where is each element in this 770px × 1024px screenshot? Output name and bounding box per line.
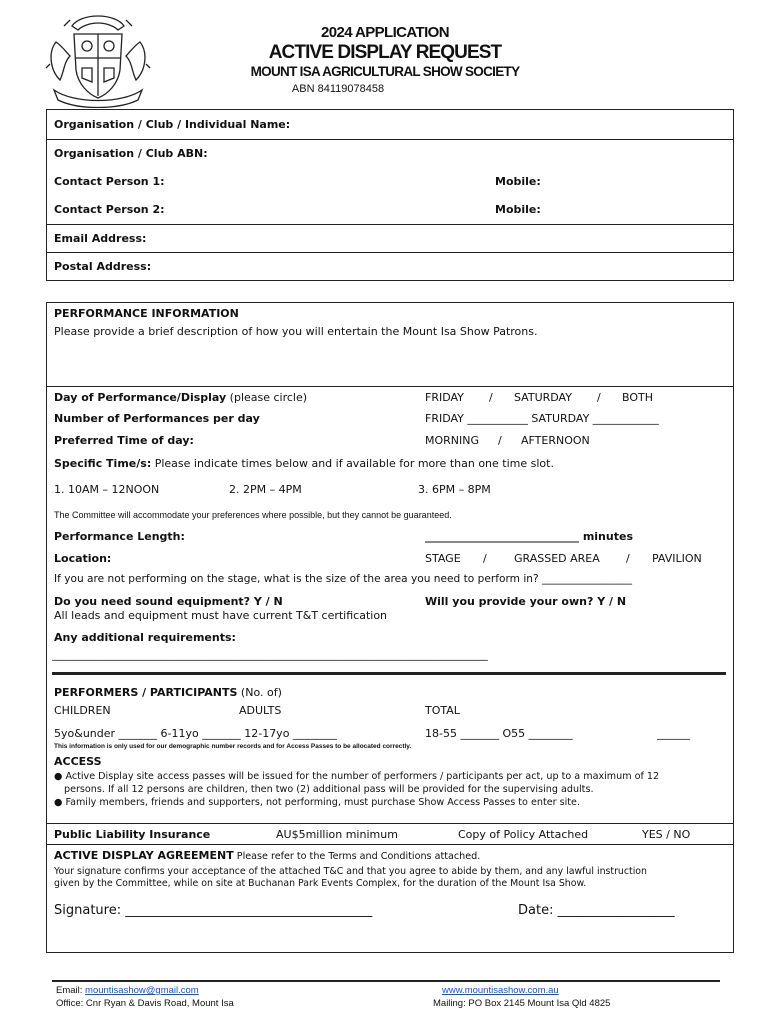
performance-length-field[interactable]: ____________________________ minutes: [425, 530, 633, 543]
sound-equipment-note: All leads and equipment must have current T&T certification: [54, 609, 388, 622]
children-column-label: CHILDREN: [54, 704, 111, 717]
area-size-question[interactable]: If you are not performing on the stage, what is the size of the area you need to perform in? _________________: [54, 573, 633, 585]
performance-heading: PERFORMANCE INFORMATION: [54, 307, 239, 320]
access-bullet-2: ● Family members, friends and supporters, not performing, must purchase Show Access Passes to enter site.: [54, 797, 580, 808]
agreement-text-2: given by the Committee, while on site at Buchanan Park Events Complex, for the duration of the Mount Isa Show.: [54, 878, 587, 889]
email-link[interactable]: mountisashow@gmail.com: [85, 985, 199, 996]
org-name-field[interactable]: Organisation / Club / Individual Name:: [54, 118, 291, 131]
date-field[interactable]: Date: __________________: [518, 903, 675, 918]
day-saturday-option[interactable]: SATURDAY: [514, 391, 572, 404]
access-heading: ACCESS: [54, 755, 102, 768]
contact-person-1-field[interactable]: Contact Person 1:: [54, 175, 165, 188]
committee-note: The Committee will accommodate your preferences where possible, but they cannot be guaranteed.: [54, 510, 452, 520]
provide-own-question[interactable]: Will you provide your own? Y / N: [425, 595, 627, 608]
section-divider: [52, 672, 726, 675]
separator: /: [489, 391, 493, 404]
total-field[interactable]: ______: [657, 727, 690, 740]
sound-equipment-question[interactable]: Do you need sound equipment? Y / N: [54, 595, 283, 608]
footer-office-address: Office: Cnr Ryan & Davis Road, Mount Isa: [56, 998, 234, 1009]
time-slot-1[interactable]: 1. 10AM – 12NOON: [54, 483, 160, 496]
children-age-fields[interactable]: 5yo&under _______ 6-11yo _______ 12-17yo ________: [54, 727, 337, 740]
divider: [46, 386, 734, 387]
mobile-2-field[interactable]: Mobile:: [495, 203, 541, 216]
additional-requirements-field[interactable]: ___________________________________________________________________________________: [52, 649, 488, 661]
divider: [46, 139, 734, 140]
society-name: MOUNT ISA AGRICULTURAL SHOW SOCIETY: [250, 64, 520, 79]
additional-requirements-label: Any additional requirements:: [54, 631, 236, 644]
adults-column-label: ADULTS: [239, 704, 282, 717]
preferred-time-label: Preferred Time of day:: [54, 434, 194, 447]
performances-per-day-field[interactable]: FRIDAY ___________ SATURDAY ____________: [425, 412, 659, 425]
policy-attached-label: Copy of Policy Attached: [458, 828, 589, 841]
org-abn-field[interactable]: Organisation / Club ABN:: [54, 147, 208, 160]
divider: [46, 252, 734, 253]
form-title: ACTIVE DISPLAY REQUEST: [268, 42, 502, 63]
policy-yes-no-option[interactable]: YES / NO: [642, 828, 691, 841]
postal-address-field[interactable]: Postal Address:: [54, 260, 152, 273]
divider: [46, 823, 734, 824]
signature-field[interactable]: Signature: ______________________________________: [54, 903, 373, 918]
access-bullet-1: ● Active Display site access passes will be issued for the number of performers / participants per act, up to a maximum of 12: [54, 771, 660, 782]
divider: [46, 224, 734, 225]
adult-age-fields[interactable]: 18-55 _______ O55 ________: [425, 727, 573, 740]
day-friday-option[interactable]: FRIDAY: [425, 391, 464, 404]
time-afternoon-option[interactable]: AFTERNOON: [521, 434, 590, 447]
specific-times-label: Specific Time/s: Please indicate times below and if available for more than one time slot.: [54, 457, 554, 470]
separator: /: [498, 434, 502, 447]
total-column-label: TOTAL: [425, 704, 460, 717]
abn-number: ABN 84119078458: [291, 83, 385, 95]
bullet-icon: ●: [54, 797, 63, 808]
time-morning-option[interactable]: MORNING: [425, 434, 480, 447]
separator: /: [597, 391, 601, 404]
mobile-1-field[interactable]: Mobile:: [495, 175, 541, 188]
performances-per-day-label: Number of Performances per day: [54, 412, 260, 425]
footer-divider: [52, 980, 720, 982]
performance-description-area[interactable]: [50, 342, 730, 384]
day-of-performance-label: Day of Performance/Display (please circle): [54, 391, 308, 404]
performance-length-label: Performance Length:: [54, 530, 185, 543]
divider: [46, 844, 734, 845]
day-both-option[interactable]: BOTH: [622, 391, 654, 404]
application-year-title: 2024 APPLICATION: [321, 24, 449, 41]
demographic-note: This information is only used for our demographic number records and for Access Passes to be allocated correctly.: [54, 743, 412, 750]
access-bullet-1-continued: persons. If all 12 persons are children, then two (2) additional pass will be provided for the supervising adults.: [64, 784, 594, 795]
footer-mailing-address: Mailing: PO Box 2145 Mount Isa Qld 4825: [433, 998, 611, 1009]
separator: /: [483, 552, 487, 565]
footer-email: Email: mountisashow@gmail.com: [56, 985, 199, 996]
location-label: Location:: [54, 552, 112, 565]
insurance-amount: AU$5million minimum: [276, 828, 398, 841]
agreement-text-1: Your signature confirms your acceptance of the attached T&C and that you agree to abide by them, and any lawful instruction: [54, 866, 647, 877]
contact-details-section: [46, 109, 734, 281]
location-pavilion-option[interactable]: PAVILION: [652, 552, 702, 565]
separator: /: [626, 552, 630, 565]
bullet-icon: ●: [54, 771, 63, 782]
performers-heading: PERFORMERS / PARTICIPANTS (No. of): [54, 686, 282, 699]
time-slot-2[interactable]: 2. 2PM – 4PM: [229, 483, 302, 496]
location-stage-option[interactable]: STAGE: [425, 552, 461, 565]
performance-description-prompt: Please provide a brief description of how you will entertain the Mount Isa Show Patrons.: [54, 325, 538, 338]
location-grassed-area-option[interactable]: GRASSED AREA: [514, 552, 600, 565]
website-link[interactable]: www.mountisashow.com.au: [442, 985, 559, 996]
contact-person-2-field[interactable]: Contact Person 2:: [54, 203, 165, 216]
agreement-heading: ACTIVE DISPLAY AGREEMENT Please refer to the Terms and Conditions attached.: [54, 849, 481, 862]
public-liability-label: Public Liability Insurance: [54, 828, 211, 841]
email-address-field[interactable]: Email Address:: [54, 232, 147, 245]
time-slot-3[interactable]: 3. 6PM – 8PM: [418, 483, 491, 496]
